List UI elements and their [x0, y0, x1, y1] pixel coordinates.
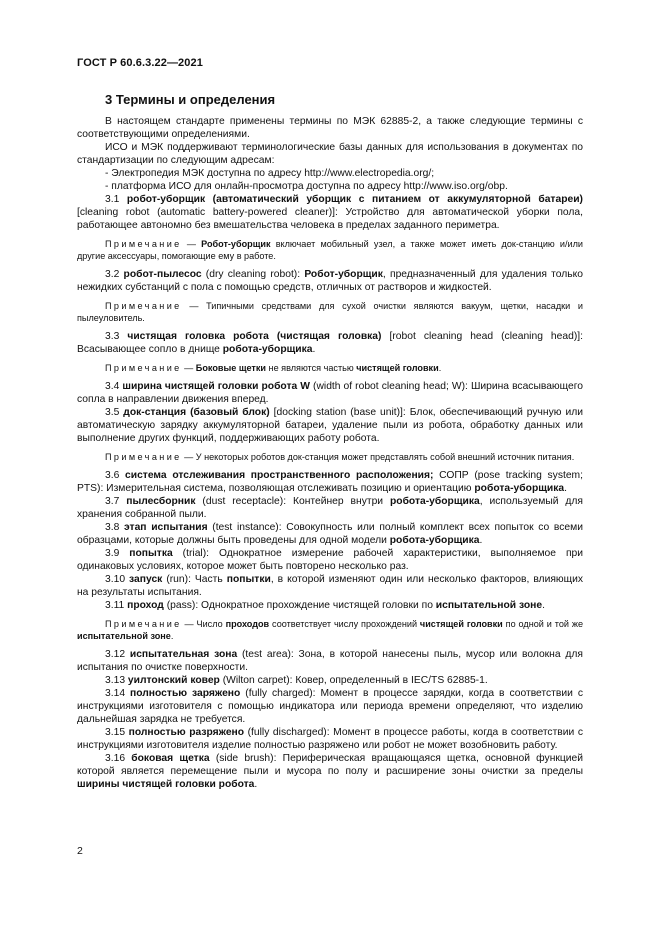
term-name: этап испытания — [123, 522, 208, 533]
term-definition: СОПР (pose tracking system; PTS): Измерительная система, позволяющая отслеживать позицию и ориентацию — [77, 470, 583, 494]
list-item: - платформа ИСО для онлайн-просмотра доступна по адресу http://www.iso.org/obp. — [105, 181, 508, 192]
term-name: полностью разряжено — [128, 727, 245, 738]
section-title: 3 Термины и определения — [105, 92, 276, 107]
term-number: 3.14 — [105, 688, 131, 699]
term-english: (dry cleaning robot): — [201, 269, 305, 280]
term-definition: (fully discharged): Момент в процессе работы, когда в соответствии с инструкциями изготовителя изделие полностью разряжено или робот не может возобновить работу. — [77, 727, 583, 751]
term-definition: (test area): Зона, в которой нанесены пыль, мусор или волокна для испытания по очистке поверхности. — [77, 649, 583, 673]
note-dash: — Число — [181, 619, 226, 629]
note-text: — У некоторых роботов док-станция может представлять собой внешний источник питания. — [181, 452, 575, 462]
term-end: . — [254, 779, 258, 790]
term-end: . — [542, 600, 545, 611]
document-body — [77, 115, 583, 791]
term-definition: [robot cleaning head (cleaning head)]: Всасывающее сопло в днище — [77, 331, 583, 355]
term-3-16 — [77, 752, 583, 791]
term-3-13 — [77, 674, 583, 687]
term-number: 3.10 — [105, 574, 130, 585]
term-definition: (width of robot cleaning head; W): Ширина всасывающего сопла в направлении движения вперед. — [77, 381, 583, 405]
term-definition: , предназначенный для удаления только нежидких субстанций с пола с помощью средств, отличных от растворов и жидкостей. — [77, 269, 583, 293]
term-ref: ширины чистящей головки робота — [77, 779, 255, 790]
note-bold: Боковые щетки — [195, 363, 267, 373]
note-3-11 — [77, 618, 583, 642]
term-3-8 — [77, 521, 583, 547]
note-text: включает мобильный узел, а также может иметь док-станцию и/или другие аксессуары, помогающие ему в работе. — [77, 239, 583, 261]
note-text: соответствует числу прохождений — [269, 619, 420, 629]
term-definition: (dust receptacle): Контейнер внутри — [195, 496, 390, 507]
note-bold: испытательной зоне — [77, 631, 171, 641]
term-ref: робота-уборщика — [474, 483, 565, 494]
document-header: ГОСТ Р 60.6.3.22—2021 — [77, 57, 203, 69]
note-text: — Типичными средствами для сухой очистки являются вакуум, щетки, насадки и пылеуловитель. — [77, 301, 583, 323]
note-bold: проходов — [225, 619, 270, 629]
term-name: уилтонский ковер — [127, 675, 220, 686]
term-3-12 — [77, 648, 583, 674]
term-number: 3.4 — [105, 381, 123, 392]
term-definition: (run): Часть — [162, 574, 227, 585]
term-name: пылесборник — [126, 496, 196, 507]
term-number: 3.9 — [105, 548, 130, 559]
list-item: - Электропедия МЭК доступна по адресу http://www.electropedia.org/; — [105, 168, 435, 179]
intro-paragraph: ИСО и МЭК поддерживают терминологические базы данных для использования в документах по стандартизации по следующим адресам: — [77, 142, 583, 166]
term-number: 3.16 — [105, 753, 132, 764]
term-ref: испытательной зоне — [435, 600, 543, 611]
note-label: Примечание — [105, 301, 182, 311]
term-3-14 — [77, 687, 583, 726]
term-number: 3.15 — [105, 727, 129, 738]
term-ref: робота-уборщика — [389, 535, 480, 546]
note-text: по одной и той же — [502, 619, 584, 629]
term-3-11 — [77, 599, 583, 612]
term-number: 3.3 — [105, 331, 128, 342]
term-name: система отслеживания пространственного расположения; — [125, 470, 434, 481]
term-end: . — [312, 344, 316, 355]
note-3-3 — [77, 362, 583, 374]
term-number: 3.13 — [105, 675, 128, 686]
term-3-7 — [77, 495, 583, 521]
term-3-6 — [77, 469, 583, 495]
term-definition: (pass): Однократное прохождение чистящей головки по — [163, 600, 436, 611]
term-name: робот-уборщик (автоматический уборщик с питанием от аккумуляторной батареи) — [126, 194, 583, 205]
term-end: , используемый для хранения собранной пыли. — [77, 496, 583, 520]
intro-paragraph: В настоящем стандарте применены термины по МЭК 62885-2, а также следующие термины с соответствующими определениями. — [77, 116, 583, 140]
term-number: 3.11 — [105, 600, 128, 611]
note-label: Примечание — [105, 619, 182, 629]
term-3-4 — [77, 380, 583, 406]
term-3-9 — [77, 547, 583, 573]
term-definition: [cleaning robot (automatic battery-powered cleaner)]: Устройство для автоматической уборки пола, работающее автономно без вмешательства человека в пределах заданного периметра. — [77, 207, 583, 231]
term-definition: (trial): Однократное измерение рабочей характеристики, выполняемое при одинаковых условиях, которое может быть повторено несколько раз. — [77, 548, 583, 572]
term-3-15 — [77, 726, 583, 752]
term-3-1 — [77, 193, 583, 232]
note-label: Примечание — [105, 239, 182, 249]
term-name: полностью заряжено — [130, 688, 241, 699]
term-end: . — [564, 483, 568, 494]
term-number: 3.12 — [105, 649, 130, 660]
note-label: Примечание — [105, 452, 182, 462]
term-3-5 — [77, 406, 583, 445]
term-definition: (fully charged): Момент в процессе зарядки, когда в соответствии с инструкциями изготовителя с помощью индикатора или периода времени определяют, что изделию дальнейшая зарядка не требуется. — [77, 688, 583, 725]
note-dash: — — [181, 239, 202, 249]
term-end: , в которой изменяют один или несколько факторов, влияющих на результаты испытания. — [77, 574, 583, 598]
term-definition: (test instance): Совокупность или полный комплект всех попыток со всеми образцами, которые должны быть проведены для одной модели — [77, 522, 583, 546]
term-number: 3.2 — [105, 269, 124, 280]
term-name: запуск — [129, 574, 163, 585]
note-end: . — [170, 631, 174, 641]
note-label: Примечание — [105, 363, 182, 373]
term-definition: (side brush): Периферическая вращающаяся щетка, основной функцией которой является перемещение пыли и мусора по полу и расширение зоны очистки за пределы — [77, 753, 584, 777]
term-name: попытка — [129, 548, 173, 559]
term-number: 3.6 — [105, 470, 126, 481]
note-bold: чистящей головки — [419, 619, 503, 629]
note-text: не являются частью — [266, 363, 357, 373]
term-name: ширина чистящей головки робота W — [122, 381, 310, 392]
term-number: 3.5 — [105, 407, 124, 418]
term-number: 3.8 — [105, 522, 124, 533]
note-dash: — — [181, 363, 196, 373]
note-3-1 — [77, 238, 583, 262]
term-name: испытательная зона — [129, 649, 238, 660]
term-3-3 — [77, 330, 583, 356]
term-definition: (Wilton carpet): Ковер, определенный в IEC/TS 62885-1. — [219, 675, 488, 686]
note-3-5 — [77, 451, 583, 463]
term-ref: Робот-уборщик — [304, 269, 383, 280]
note-end: . — [438, 363, 442, 373]
term-name: робот-пылесос — [123, 269, 202, 280]
term-name: боковая щетка — [131, 753, 210, 764]
term-ref: робота-уборщика — [389, 496, 480, 507]
note-bold: чистящей головки — [356, 363, 439, 373]
note-3-2 — [77, 300, 583, 324]
term-end: . — [479, 535, 483, 546]
term-3-2 — [77, 268, 583, 294]
page-number: 2 — [77, 845, 83, 857]
term-name: проход — [127, 600, 164, 611]
term-name: чистящая головка робота (чистящая головка) — [127, 331, 382, 342]
term-definition: [docking station (base unit)]: Блок, обеспечивающий ручную или автоматическую зарядку аккумуляторной батареи, удаление пыли из робота, обработку данных или выполнение других функций, поддерживающих работу робота. — [77, 407, 583, 444]
term-number: 3.1 — [105, 194, 127, 205]
term-ref: попытки — [226, 574, 271, 585]
term-number: 3.7 — [105, 496, 127, 507]
note-bold: Робот-уборщик — [201, 239, 271, 249]
term-name: док-станция (базовый блок) — [123, 407, 270, 418]
term-3-10 — [77, 573, 583, 599]
term-ref: робота-уборщика — [222, 344, 313, 355]
